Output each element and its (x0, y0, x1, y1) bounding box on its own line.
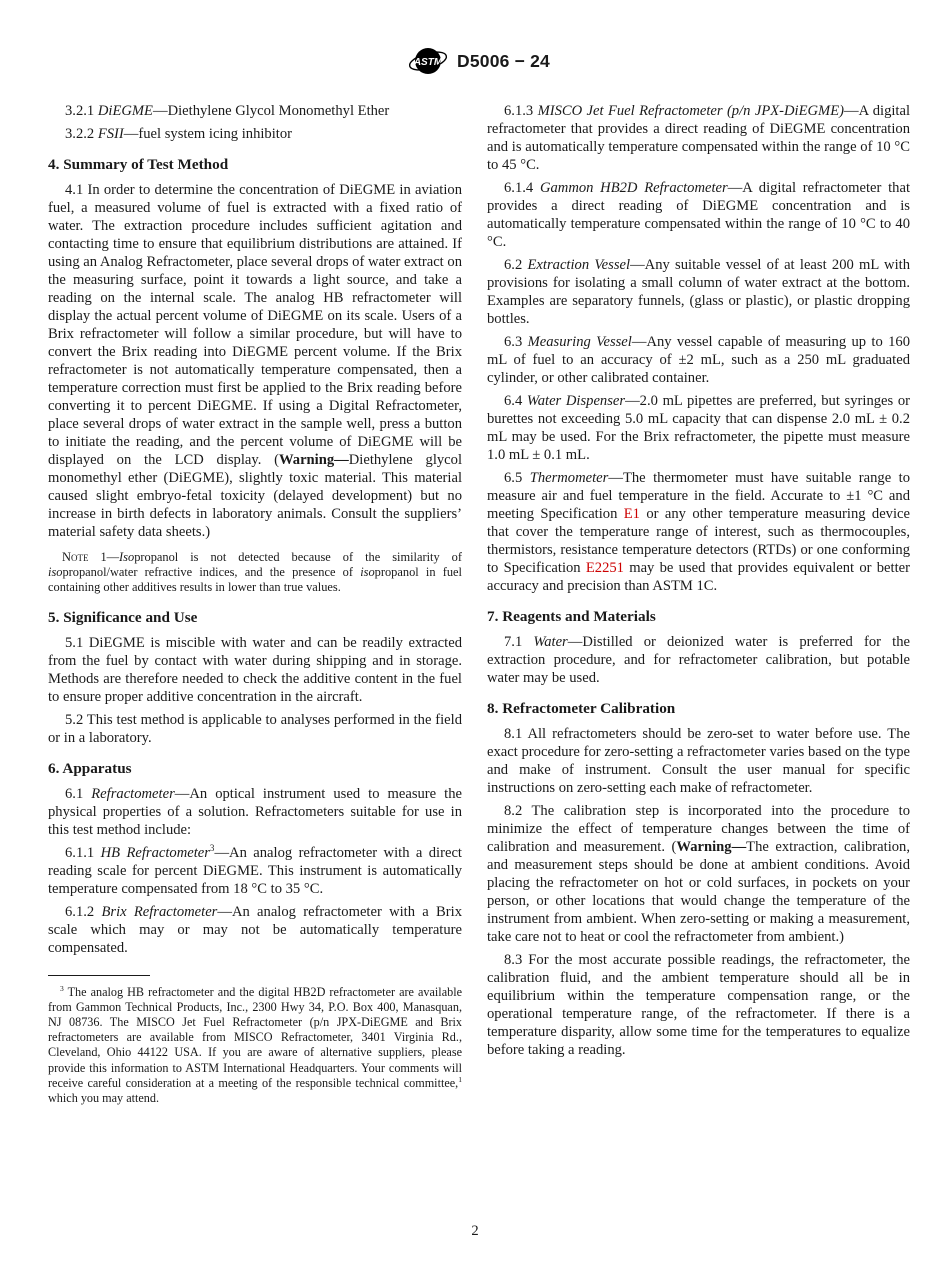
text-run: 7.1 (504, 634, 534, 650)
spec-link-e2251[interactable]: E2251 (585, 560, 624, 576)
italic-term: Brix Refractometer (101, 903, 218, 920)
text-run: 6.5 (504, 470, 530, 486)
body-paragraph (48, 102, 462, 120)
text-run: —A digital refractometer that provides a direct reading of DiEGME concentration and is automatically temperature compensated within the range of 10 °C to 40 °C. (487, 180, 911, 250)
text-run: propanol in fuel containing other additives results in lower than true values. (48, 565, 462, 595)
body-paragraph (48, 711, 462, 747)
body-paragraph (48, 181, 462, 541)
text-run: —fuel system icing inhibitor (123, 126, 292, 142)
section-heading (487, 700, 910, 718)
text-run: —Diethylene Glycol Monomethyl Ether (152, 103, 390, 119)
text-run: 8.1 All refractometers should be zero-set to water before use. The exact procedure for zero-setting a refractometer varies based on the type and make of instrument. Consult the user manual for specific instructions on zero-setting each make of refractometer. (487, 726, 910, 796)
text-run: 6.1.3 (504, 103, 538, 119)
section-heading (48, 609, 462, 627)
text-run: Diethylene glycol monomethyl ether (DiEGME), slightly toxic material. This material caused slight embryo-fetal toxicity (delayed development) but no increase in birth defects in laboratory animals. Consult the suppliers’ material safety data sheets.) (48, 452, 463, 540)
section-heading (487, 608, 910, 626)
text-run: 6.3 (504, 334, 528, 350)
text-run: —2.0 mL pipettes are preferred, but syringes or burettes not exceeding 5.0 mL capacity that can dispense 2.0 mL ± 0.2 mL may be used. For the Brix refractometer, the pipette must measure 1.0 mL ± 0.1 mL. (487, 393, 911, 463)
body-paragraph (487, 802, 910, 946)
body-paragraph (487, 633, 910, 687)
text-run: 6.1.2 (65, 903, 102, 920)
astm-logo-icon (408, 44, 448, 78)
text-run: 4.1 In order to determine the concentration of DiEGME in aviation fuel, a measured volume of fuel is extracted with a fixed ratio of water. The extraction procedure includes sufficient agitation and contacting time to ensure that equilibrium distributions are attained. If using an Analog Refractometer, place several drops of water extract on the measuring surface, point it towards a light source, and take a reading on the internal scale. The analog HB refractometer will display the actual percent volume of DiEGME on its scale. Users of a Brix refractometer will follow a similar procedure, but will have to convert the Brix reading into DiEGME percent volume. If the Brix refractometer is not automatically temperature compensated, then a temperature correction must first be applied to the Brix reading before converting it to percent DiEGME. If using a Digital Refractometer, place several drops of water extract in the sample well, press a button to initiate the reading, and the percent volume of DiEGME will be displayed on the LCD display. ( (48, 182, 462, 468)
text-run: 6.4 (504, 393, 527, 409)
italic-term: MISCO Jet Fuel Refractometer (p/n JPX-DiEGME) (537, 103, 844, 119)
italic-term: Thermometer (529, 470, 609, 486)
footnote-marker: 3 (209, 842, 215, 853)
document-header (48, 44, 910, 78)
italic-term: FSII (97, 126, 124, 142)
right-column (487, 102, 910, 1111)
body-paragraph (487, 392, 910, 464)
text-run: —An optical instrument used to measure the physical properties of a solution. Refractometers suitable for use in this test method include: (48, 785, 462, 838)
section-heading (48, 156, 462, 174)
footnote-separator (48, 975, 150, 976)
text-run: propanol/water refractive indices, and the presence of (62, 565, 361, 580)
text-run: —An analog refractometer with a direct reading scale for percent DiEGME. This instrument is automatically temperature compensated from 18 °C to 35 °C. (48, 844, 462, 897)
text-run: 8.3 For the most accurate possible readings, the refractometer, the calibration fluid, and the ambient temperature should all be in equilibrium within the temperature compensation range, or the operational temperature range, of the refractometer. If there is a temperature disparity, allow some time for the temperatures to equalize before taking a reading. (487, 952, 910, 1058)
text-run: may be used that provides equivalent or better accuracy and precision than ASTM 1C. (487, 560, 910, 594)
italic-term: Refractometer (91, 785, 175, 802)
italic-term: iso (48, 565, 63, 580)
text-run: —The thermometer must have suitable range to measure air and fuel temperature in the field. Accurate to ±1 °C and meeting Specification (487, 470, 910, 522)
italic-term: Gammon HB2D Refractometer (539, 180, 728, 196)
text-run: —A digital refractometer that provides a direct reading of DiEGME concentration and is automatically temperature compensated within the range of 10 °C to 45 °C. (487, 103, 911, 173)
text-run: —Any vessel capable of measuring up to 160 mL of fuel to an accuracy of ±2 mL, such as a 250 mL graduated cylinder, or other calibrated container. (487, 334, 910, 386)
text-run: 1— (88, 550, 120, 564)
two-column-body (48, 102, 910, 1111)
text-run: 5. Significance and Use (48, 608, 198, 626)
section-heading (48, 760, 462, 778)
body-paragraph (487, 725, 910, 797)
spec-link-e1[interactable]: E1 (623, 506, 640, 522)
body-paragraph (48, 903, 462, 957)
page-footer (0, 1223, 950, 1240)
body-paragraph (48, 785, 462, 839)
text-run: 6.1.1 (65, 844, 101, 861)
note-label: Note (62, 550, 89, 564)
warning-label: Warning— (279, 452, 349, 468)
italic-term: Water (533, 634, 568, 650)
footnote-text (48, 985, 462, 1107)
body-paragraph (48, 125, 462, 143)
left-column (48, 102, 462, 1111)
body-paragraph (487, 951, 910, 1059)
text-run: propanol is not detected because of the similarity of (134, 550, 462, 564)
italic-term: Water Dispenser (526, 393, 626, 409)
body-paragraph (487, 333, 910, 387)
warning-label: Warning— (676, 839, 747, 855)
text-run: —Distilled or deionized water is preferred for the extraction procedure, and for refractometer calibration, but potable water may be used. (487, 634, 910, 686)
italic-term: Measuring Vessel (527, 334, 632, 350)
footnote-marker: 1 (458, 1074, 462, 1084)
italic-term: Extraction Vessel (527, 257, 631, 273)
text-run: 8. Refractometer Calibration (487, 700, 676, 717)
text-run: 6. Apparatus (48, 759, 132, 777)
italic-term: Iso (119, 550, 135, 564)
standard-designation: D5006 − 24 (457, 50, 550, 71)
text-run: 7. Reagents and Materials (487, 608, 656, 625)
text-run: 6.2 (504, 257, 528, 273)
body-paragraph (48, 634, 462, 706)
svg-text:ASTM: ASTM (413, 57, 443, 68)
text-run: The analog HB refractometer and the digital HB2D refractometer are available from Gammon Technical Products, Inc., 2300 Hwy 34, P.O. Box 400, Manasquan, NJ 08736. The MISCO Jet Fuel Refractometer (p/n JPX-DiEGME and Brix refractometers are available from MISCO Refractometer, 3401 Virginia Rd., Cleveland, Ohio 44122 USA. If you are aware of alternative suppliers, please provide this information to ASTM International Headquarters. Your comments will receive careful consideration at a meeting of the responsible technical committee, (48, 984, 462, 1090)
italic-term: iso (360, 565, 375, 580)
text-run: The extraction, calibration, and measurement steps should be done at ambient conditions. Avoid placing the refractometer on hot or cold surfaces, in pockets on your person, or other locations that would change the temperature of the instrument from ambient. When zero-setting or making a measurement, take care not to heat or cool the refractometer from ambient.) (487, 839, 910, 945)
body-paragraph (487, 179, 910, 251)
text-run: 6.1.4 (504, 180, 540, 196)
text-run: —An analog refractometer with a Brix scale which may or may not be automatically temperature compensated. (48, 903, 462, 956)
note-paragraph (48, 550, 462, 596)
italic-term: HB Refractometer (100, 844, 210, 861)
text-run: 5.2 This test method is applicable to analyses performed in the field or in a laboratory. (48, 711, 462, 746)
text-run: —Any suitable vessel of at least 200 mL with provisions for isolating a small column of water extract at the bottom. Examples are separatory funnels, (glass or plastic), or plastic dropping bottles. (487, 257, 911, 327)
text-run: which you may attend. (48, 1091, 160, 1106)
body-paragraph (48, 844, 462, 898)
text-run: 3.2.2 (65, 126, 98, 142)
text-run: 5.1 DiEGME is miscible with water and can be readily extracted from the fuel by contact with water during shipping and in storage. Methods are therefore needed to check the additive content in the fuel to ensure proper additive concentration in the aircraft. (48, 634, 462, 705)
page-number: 2 (471, 1223, 479, 1239)
text-run: 6.1 (65, 785, 92, 802)
body-paragraph (487, 469, 910, 595)
body-paragraph (487, 102, 910, 174)
text-run: 8.2 The calibration step is incorporated into the procedure to minimize the effect of temperature changes between the time of calibration and measurement. ( (487, 803, 910, 855)
text-run: 4. Summary of Test Method (48, 156, 229, 173)
footnote-marker: 3 (60, 983, 64, 993)
text-run: or any other temperature measuring device that cover the temperature range of interest, such as thermocouples, thermistors, resistance temperature detectors (RTDs) or one conforming to Specification (487, 506, 910, 576)
text-run: 3.2.1 (65, 103, 98, 119)
body-paragraph (487, 256, 910, 328)
italic-term: DiEGME (97, 103, 153, 119)
